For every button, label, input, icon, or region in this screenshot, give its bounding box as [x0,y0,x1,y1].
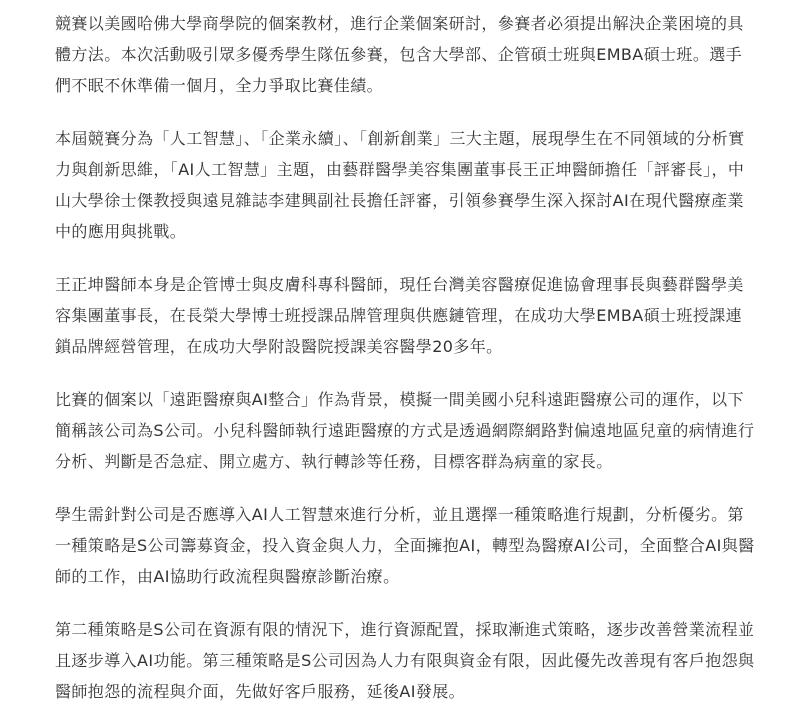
paragraph-case-background: 比賽的個案以「遠距醫療與AI整合」作為背景，模擬一間美國小兒科遠距醫療公司的運作，以下簡稱該公司為S公司。小兒科醫師執行遠距醫療的方式是透過網際網路對偏遠地區兒童的病情進行分析、判斷是否急症、開立處方、執行轉診等任務，目標客群為病童的家長。 [55,390,755,471]
paragraph-judge-bio: 王正坤醫師本身是企管博士與皮膚科專科醫師，現任台灣美容醫療促進協會理事長與藝群醫學美容集團董事長，在長榮大學博士班授課品牌管理與供應鏈管理，在成功大學EMBA碩士班授課連鎖品牌經營管理，在成功大學附設醫院授課美容醫學20多年。 [55,275,744,356]
paragraph-strategy-two-three: 第二種策略是S公司在資源有限的情況下，進行資源配置，採取漸進式策略，逐步改善營業流程並且逐步導入AI功能。第三種策略是S公司因為人力有限與資金有限，因此優先改善現有客戶抱怨與醫師抱怨的流程與介面，先做好客戶服務，延後AI發展。 [55,620,755,701]
article-body [55,8,755,707]
paragraph-strategy-one: 學生需針對公司是否應導入AI人工智慧來進行分析，並且選擇一種策略進行規劃，分析優劣。第一種策略是S公司籌募資金，投入資金與人力，全面擁抱AI，轉型為醫療AI公司，全面整合AI與醫師的工作，由AI協助行政流程與醫療診斷治療。 [55,505,755,586]
paragraph-competition-intro: 競賽以美國哈佛大學商學院的個案教材，進行企業個案研討，參賽者必須提出解決企業困境的具體方法。本次活動吸引眾多優秀學生隊伍參賽，包含大學部、企管碩士班與EMBA碩士班。選手們不眠不休準備一個月，全力爭取比賽佳績。 [55,14,744,95]
paragraph-themes: 本屆競賽分為「人工智慧」、「企業永續」、「創新創業」三大主題，展現學生在不同領域的分析實力與創新思維，「AI人工智慧」主題，由藝群醫學美容集團董事長王正坤醫師擔任「評審長」，中山大學徐士傑教授與遠見雜誌李建興副社長擔任評審，引領參賽學生深入探討AI在現代醫療產業中的應用與挑戰。 [55,129,745,241]
